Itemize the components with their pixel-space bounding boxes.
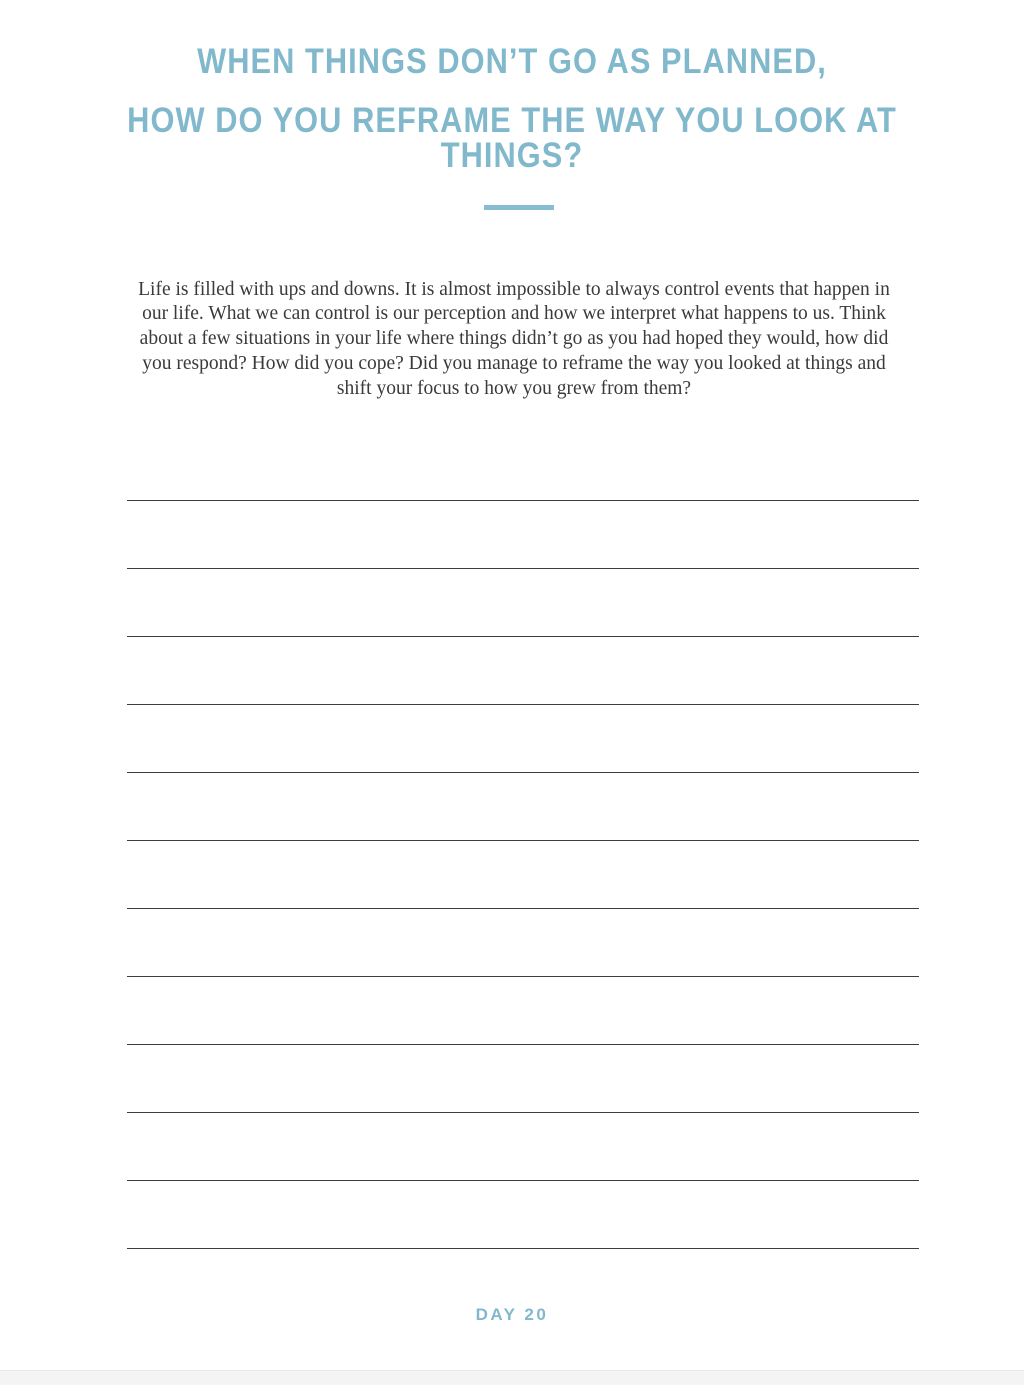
writing-line-gap: [127, 977, 919, 1044]
title-divider: [484, 205, 554, 210]
writing-line-gap: [127, 1045, 919, 1112]
writing-lines: [127, 500, 919, 1249]
page-title-line-1: WHEN THINGS DON’T GO AS PLANNED,: [197, 42, 827, 81]
writing-line-gap: [127, 1113, 919, 1180]
page-bottom-edge: [0, 1370, 1024, 1385]
writing-line-gap: [127, 773, 919, 840]
writing-line-gap: [127, 909, 919, 976]
writing-line-gap: [127, 705, 919, 772]
writing-line[interactable]: [127, 1248, 919, 1249]
writing-line-gap: [127, 1181, 919, 1248]
page-footer: DAY 20: [475, 1305, 549, 1324]
page-title: [0, 44, 1024, 173]
writing-line-gap: [127, 501, 919, 568]
page-title-line-2: HOW DO YOU REFRAME THE WAY YOU LOOK AT THINGS?: [127, 101, 897, 175]
intro-paragraph: Life is filled with ups and downs. It is almost impossible to always control events that happen in our life. What we can control is our perception and how we interpret what happens to us. Think about a few situations in your life where things didn’t go as you had hoped they would, how did you respond? How did you cope? Did you manage to reframe the way you looked at things and shift your focus to how you grew from them?: [138, 278, 890, 399]
writing-line-gap: [127, 637, 919, 704]
writing-line-gap: [127, 569, 919, 636]
writing-line-gap: [127, 841, 919, 908]
